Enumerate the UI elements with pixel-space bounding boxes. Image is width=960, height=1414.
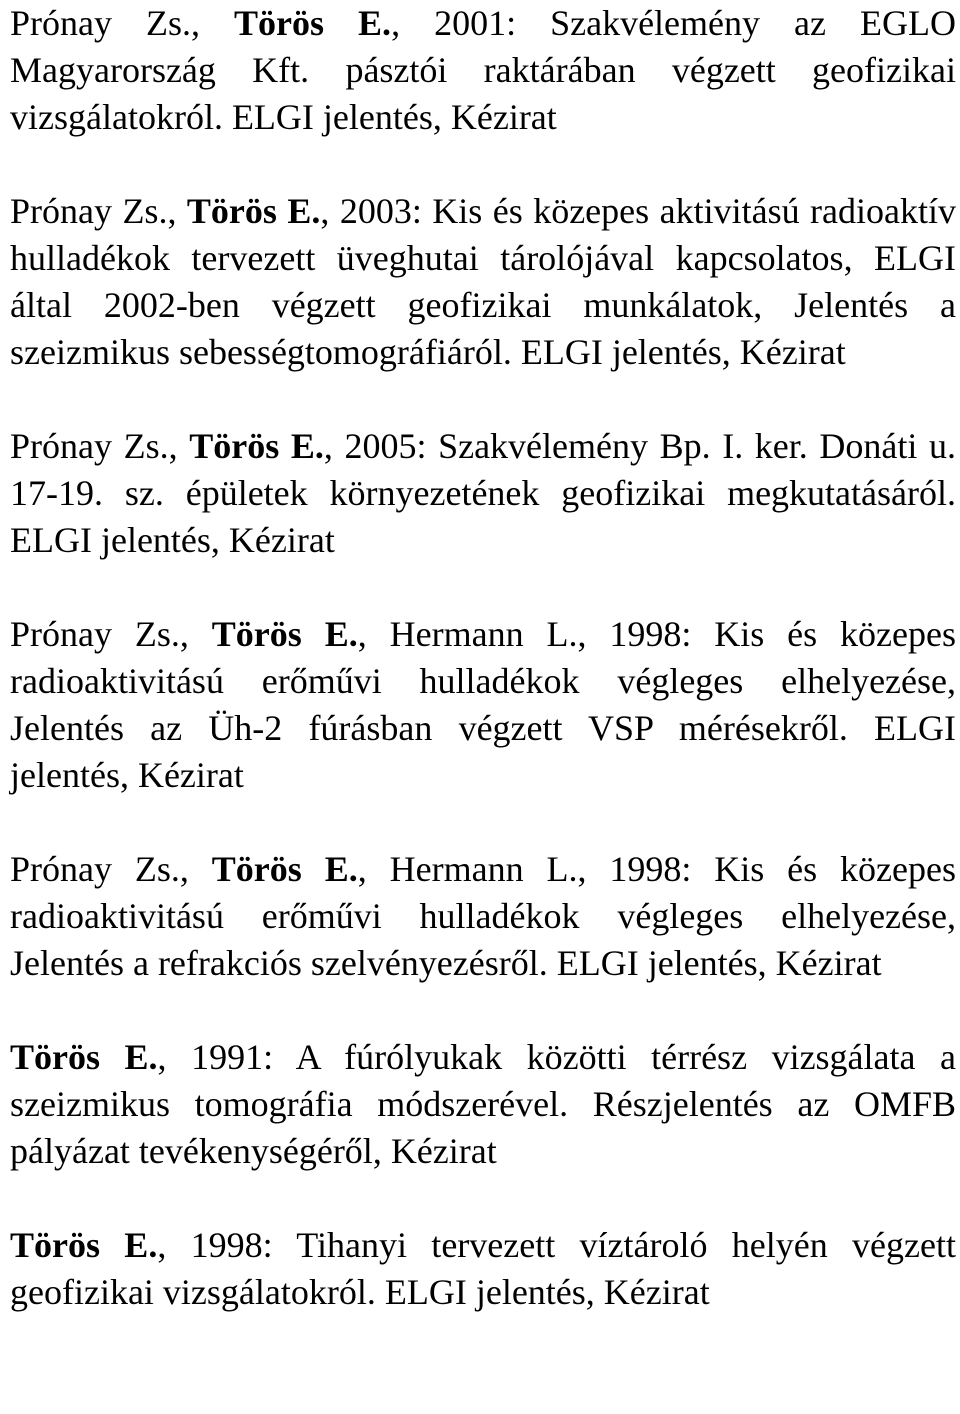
reference-entry [10, 188, 956, 376]
reference-authors: Prónay Zs., [10, 426, 190, 466]
reference-entry [10, 1222, 956, 1316]
reference-text: , 2005: Szakvélemény Bp. I. ker. Donáti u. 17-19. sz. épületek környezetének geofizikai megkutatásáról. ELGI jelentés, Kézirat [10, 426, 956, 560]
reference-text: , Hermann L., 1998: Kis és közepes radioaktivitású erőművi hulladékok végleges elhelyezése, Jelentés az Üh-2 fúrásban végzett VSP mérésekről. ELGI jelentés, Kézirat [10, 614, 956, 795]
reference-author-highlight: Törös E. [234, 3, 392, 43]
reference-authors: Prónay Zs., [10, 614, 212, 654]
reference-author-highlight: Törös E. [10, 1225, 158, 1265]
reference-entry [10, 1034, 956, 1175]
reference-authors: Prónay Zs., [10, 849, 212, 889]
reference-entry [10, 423, 956, 564]
reference-author-highlight: Törös E. [211, 614, 358, 654]
reference-list [10, 0, 956, 1316]
reference-text: , 1998: Tihanyi tervezett víztároló helyén végzett geofizikai vizsgálatokról. ELGI jelentés, Kézirat [10, 1225, 956, 1312]
reference-author-highlight: Törös E. [10, 1037, 158, 1077]
reference-authors: Prónay Zs., [10, 191, 187, 231]
reference-text: , 1991: A fúrólyukak közötti térrész vizsgálata a szeizmikus tomográfia módszerével. Részjelentés az OMFB pályázat tevékenységéről, Kézirat [10, 1037, 956, 1171]
reference-entry [10, 846, 956, 987]
reference-entry [10, 611, 956, 799]
reference-authors: Prónay Zs., [10, 3, 235, 43]
reference-author-highlight: Törös E. [211, 849, 358, 889]
reference-entry [10, 0, 956, 141]
reference-text: , 2003: Kis és közepes aktivitású radioaktív hulladékok tervezett üveghutai tárolójával kapcsolatos, ELGI által 2002-ben végzett geofizikai munkálatok, Jelentés a szeizmikus sebességtomográfiáról. ELGI jelentés, Kézirat [10, 191, 956, 372]
reference-text: , 2001: Szakvélemény az EGLO Magyarország Kft. pásztói raktárában végzett geofizikai vizsgálatokról. ELGI jelentés, Kézirat [10, 3, 956, 137]
reference-author-highlight: Törös E. [186, 191, 321, 231]
reference-text: , Hermann L., 1998: Kis és közepes radioaktivitású erőművi hulladékok végleges elhelyezése, Jelentés a refrakciós szelvényezésről. ELGI jelentés, Kézirat [10, 849, 956, 983]
reference-author-highlight: Törös E. [189, 426, 324, 466]
